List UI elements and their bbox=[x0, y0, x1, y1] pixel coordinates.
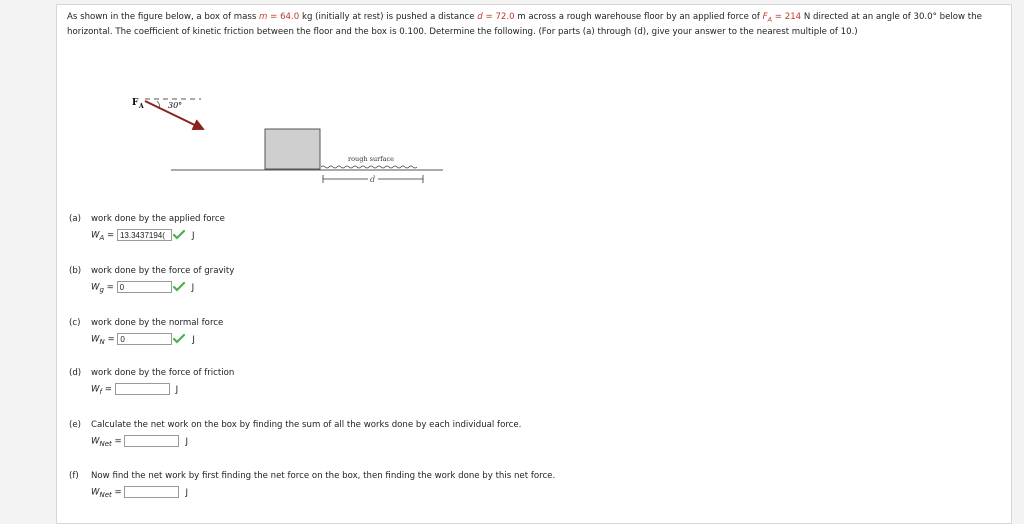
answer-row bbox=[91, 435, 188, 448]
unit-label: J bbox=[175, 384, 179, 395]
equals: = bbox=[772, 12, 785, 22]
part-label: (b) bbox=[69, 266, 82, 276]
work-variable: W bbox=[91, 436, 100, 447]
force-label: F bbox=[132, 98, 139, 108]
work-subscript: g bbox=[99, 286, 104, 295]
work-subscript: A bbox=[99, 234, 105, 243]
correct-check-icon bbox=[172, 230, 186, 240]
work-variable: W bbox=[91, 230, 100, 241]
part-prompt bbox=[69, 471, 555, 481]
equals-sign: = bbox=[111, 487, 125, 498]
rough-surface-squiggle bbox=[321, 166, 417, 168]
part-question: work done by the force of gravity bbox=[91, 266, 235, 276]
work-subscript: f bbox=[99, 388, 102, 397]
part-label: (a) bbox=[69, 214, 81, 224]
work-subscript: Net bbox=[99, 440, 112, 449]
equals-sign: = bbox=[104, 334, 118, 345]
mass-symbol: m bbox=[259, 12, 268, 22]
unit-label: J bbox=[185, 487, 189, 498]
problem-text: kg (initially at rest) is pushed a distance bbox=[299, 12, 478, 22]
force-value: 214 bbox=[784, 12, 802, 22]
part-label: (e) bbox=[69, 420, 81, 430]
work-variable: W bbox=[91, 487, 100, 498]
answer-input[interactable] bbox=[124, 486, 179, 498]
equals: = bbox=[267, 12, 281, 22]
work-variable: W bbox=[91, 384, 100, 395]
unit-label: J bbox=[191, 230, 195, 241]
answer-input[interactable]: 0 bbox=[117, 281, 172, 293]
work-subscript: N bbox=[99, 338, 105, 347]
work-variable: W bbox=[91, 334, 100, 345]
distance-symbol: d bbox=[477, 12, 483, 22]
equals-sign: = bbox=[103, 282, 117, 293]
answer-input[interactable]: 13.3437194( bbox=[117, 229, 172, 241]
part-question: work done by the normal force bbox=[91, 318, 224, 328]
answer-input[interactable] bbox=[115, 383, 170, 395]
part-label: (d) bbox=[69, 368, 82, 378]
box bbox=[265, 129, 320, 169]
question-card bbox=[56, 4, 1012, 524]
equals-sign: = bbox=[111, 436, 125, 447]
force-subscript: A bbox=[767, 15, 773, 24]
equals: = bbox=[482, 12, 496, 22]
answer-row bbox=[91, 486, 188, 499]
answer-row bbox=[91, 333, 195, 346]
answer-row bbox=[91, 229, 195, 242]
unit-label: J bbox=[191, 282, 195, 293]
force-symbol: F bbox=[762, 12, 768, 22]
equals-sign: = bbox=[104, 230, 117, 241]
work-variable: W bbox=[91, 282, 100, 293]
part-prompt bbox=[69, 266, 234, 276]
correct-check-icon bbox=[172, 282, 186, 292]
unit-label: J bbox=[192, 334, 195, 345]
answer-row bbox=[91, 281, 194, 294]
mass-value: 64.0 bbox=[280, 12, 300, 22]
answer-input[interactable]: 0 bbox=[117, 333, 172, 345]
distance-value: 72.0 bbox=[495, 12, 515, 22]
part-prompt bbox=[69, 214, 225, 224]
part-question: Now find the net work by first finding the net force on the box, then finding the work done by this net force. bbox=[91, 471, 556, 481]
part-question: Calculate the net work on the box by finding the sum of all the works done by each individual force. bbox=[91, 420, 522, 430]
rough-surface-label: rough surface bbox=[348, 155, 395, 163]
force-diagram bbox=[123, 91, 443, 191]
part-question: work done by the force of friction bbox=[91, 368, 235, 378]
part-label: (f) bbox=[69, 471, 79, 481]
correct-check-icon bbox=[172, 334, 186, 344]
work-subscript: Net bbox=[99, 491, 112, 500]
angle-label: 30° bbox=[168, 101, 183, 110]
distance-label: d bbox=[370, 175, 376, 184]
answer-input[interactable] bbox=[124, 435, 179, 447]
part-prompt bbox=[69, 420, 521, 430]
force-label-subscript: A bbox=[139, 103, 144, 110]
problem-text: m across a rough warehouse floor by an applied force of bbox=[514, 12, 763, 22]
problem-text: As shown in the figure below, a box of mass bbox=[67, 12, 260, 22]
answer-row bbox=[91, 383, 178, 396]
equals-sign: = bbox=[101, 384, 115, 395]
problem-text: N directed at an angle of 30.0° below the horizontal. The coefficient of kinetic friction between the floor and the box is 0.100. Determine the following. (For parts (a) through (d), give your answer to the nearest multiple of 10.) bbox=[67, 12, 982, 38]
part-prompt bbox=[69, 368, 234, 378]
part-question: work done by the applied force bbox=[91, 214, 225, 224]
problem-statement bbox=[67, 11, 992, 38]
part-prompt bbox=[69, 318, 223, 328]
part-label: (c) bbox=[69, 318, 81, 328]
unit-label: J bbox=[185, 436, 189, 447]
